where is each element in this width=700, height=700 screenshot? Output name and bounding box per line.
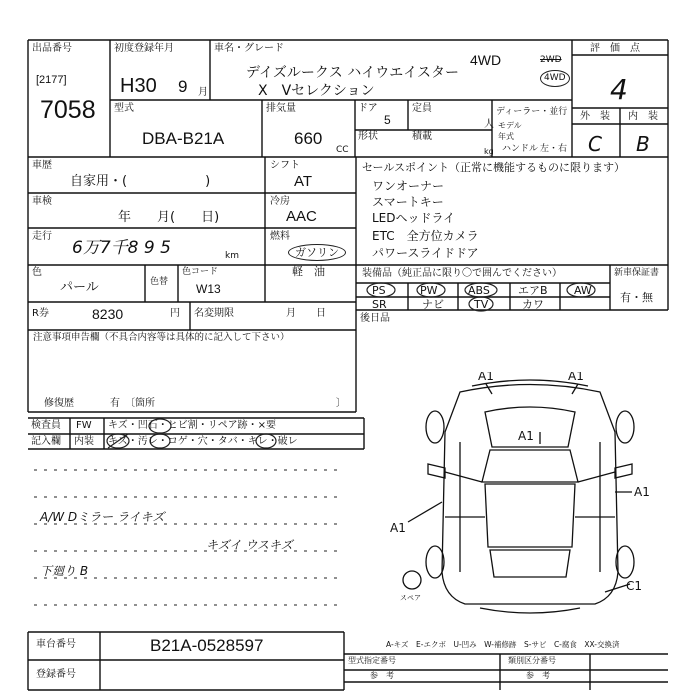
shift-label: シフト: [270, 160, 300, 171]
exterior-value: C: [588, 132, 602, 156]
reg-year: H30: [120, 75, 157, 97]
model-year-label-2: 年式: [498, 132, 514, 141]
shape-label: 形状: [358, 131, 378, 142]
mileage-value: 6万7千8 9 5: [72, 238, 171, 258]
reg-month-unit: 月: [198, 87, 208, 98]
reg-label: 初度登録年月: [114, 43, 174, 54]
record-label: 記入欄: [31, 436, 61, 447]
name-label: 車名・グレード: [214, 43, 284, 54]
drive-badge-4wd: 4WD: [540, 70, 570, 87]
doors-value: 5: [384, 113, 391, 127]
equipment-circles: [356, 282, 616, 312]
inspection-label: 車検: [32, 196, 52, 207]
fuel-value: ガソリン: [288, 244, 346, 261]
mark-rear-right: C1: [626, 579, 643, 593]
name-change-label: 名変期限: [194, 308, 234, 319]
selling-point-4: ETC 全方位カメラ: [372, 229, 479, 243]
score-value: 4: [610, 73, 628, 106]
equip-ps: PS: [372, 284, 386, 297]
selling-point-2: スマートキー: [372, 195, 444, 209]
fuel-label: 燃料: [270, 231, 290, 242]
inspection-marks: [104, 418, 364, 450]
equip-tv: TV: [474, 298, 489, 311]
mark-windshield: A1: [518, 429, 534, 443]
color-change-label: 色替: [150, 277, 169, 287]
new-car-warranty-value: 有・無: [620, 291, 653, 304]
handle-label: ハンドル: [502, 144, 539, 154]
equip-navi: ナビ: [422, 298, 444, 311]
car-damage-diagram: [390, 372, 670, 622]
model-value: DBA-B21A: [142, 129, 225, 148]
mileage-unit: km: [225, 251, 239, 261]
recycle-label: R券: [32, 308, 49, 319]
type-spec-label: 型式指定番号: [348, 656, 396, 665]
interior-value: B: [636, 132, 650, 156]
history-value: 自家用・( ): [70, 174, 211, 189]
equip-abs: ABS: [468, 284, 490, 297]
equip-aw: AW: [574, 284, 592, 297]
mark-front-right: A1: [568, 372, 584, 383]
category-label: 類別区分番号: [508, 656, 556, 665]
shift-value: AT: [294, 173, 313, 190]
fuel-alt: 軽 油: [292, 265, 325, 278]
selling-points-label: セールスポイント（正常に機能するものに限ります）: [362, 161, 626, 174]
load-label: 積載: [412, 131, 432, 142]
equip-sr: SR: [372, 298, 387, 311]
interior-label: 内 装: [628, 111, 658, 122]
car-name: デイズルークス ハイウエイスター: [246, 65, 460, 81]
lot-code: [2177]: [36, 74, 67, 86]
inspector-value: FW: [76, 420, 92, 431]
backside-label: 後日品: [360, 313, 390, 324]
color-code-value: W13: [196, 282, 221, 296]
aircon-label: 冷房: [270, 196, 290, 207]
selling-point-3: LEDヘッドライ: [372, 211, 456, 225]
model-label: 型式: [114, 103, 134, 114]
handwritten-note-2: キズイ ウスキズ: [206, 538, 293, 552]
aircon-value: AAC: [286, 208, 317, 225]
score-label: 評 価 点: [590, 43, 640, 54]
selling-point-1: ワンオーナー: [372, 179, 445, 193]
displacement-value: 660: [294, 129, 323, 148]
exterior-label: 外 装: [580, 111, 610, 122]
repair-label: 修復歴: [44, 398, 74, 409]
doors-label: ドア: [358, 103, 378, 114]
repair-close: 〕: [336, 398, 346, 409]
equip-leather: カワ: [522, 298, 544, 311]
repair-value: 有 〔箇所: [110, 398, 155, 409]
dealer-label: ディーラー・並行: [496, 107, 568, 117]
model-year-label-1: モデル: [498, 121, 522, 130]
type-spec-ref: 参 考: [370, 671, 394, 680]
interior-line: キズ・汚レ・コゲ・穴・タバ・キレ・破レ: [108, 436, 298, 447]
lot-label: 出品番号: [32, 43, 72, 54]
mark-front-left: A1: [478, 372, 494, 383]
displacement-label: 排気量: [266, 103, 296, 114]
mark-right-mirror: A1: [634, 485, 650, 499]
spare-label: スペア: [400, 594, 421, 602]
equip-pw: PW: [420, 284, 438, 297]
report-label: 注意事項申告欄（不具合内容等は具体的に記入して下さい）: [33, 332, 290, 343]
recycle-value: 8230: [92, 306, 124, 322]
chassis-value: B21A-0528597: [150, 636, 264, 655]
lot-number: 7058: [40, 96, 96, 124]
handwritten-note-3: 下廻り B: [40, 564, 89, 578]
handle-value: 左・右: [540, 144, 568, 154]
inspector-label: 検査員: [31, 420, 61, 431]
handwritten-note-1: A/W Dミラー ライキズ: [40, 510, 165, 524]
car-grade: X Vセレクション: [258, 83, 375, 99]
mileage-label: 走行: [32, 231, 52, 242]
equipment-label: 装備品（純正品に限り〇で囲んでください）: [362, 268, 562, 279]
registration-label: 登録番号: [36, 669, 76, 680]
displacement-unit: CC: [336, 145, 349, 155]
color-code-label: 色コード: [182, 267, 219, 277]
inspector-line: キズ・凹石・ヒビ割・リペア跡・×要: [108, 420, 276, 431]
drive-badge-2wd: 2WD: [540, 55, 562, 65]
category-ref: 参 考: [526, 671, 550, 680]
name-change-value: 月 日: [286, 308, 326, 319]
drive-type: 4WD: [470, 52, 502, 68]
capacity-label: 定員: [412, 103, 432, 114]
selling-point-5: パワースライドドア: [372, 246, 479, 260]
chassis-label: 車台番号: [36, 639, 76, 650]
mark-left-door: A1: [390, 521, 406, 535]
new-car-warranty-label: 新車保証書: [614, 268, 660, 278]
history-label: 車歴: [32, 160, 52, 171]
inspection-value: 年 月( 日): [118, 210, 220, 225]
capacity-unit: 人: [484, 119, 494, 130]
reg-month: 9: [178, 77, 188, 96]
interior-record-label: 内装: [74, 436, 94, 447]
equip-airbag: エアB: [518, 284, 548, 297]
load-unit: kg: [484, 147, 494, 156]
color-value: パール: [60, 280, 99, 295]
recycle-unit: 円: [170, 308, 180, 319]
damage-legend: A-キズ E-エクボ U-凹み W-補修跡 S-サビ C-腐食 XX-交換済: [386, 640, 620, 649]
color-label: 色: [32, 267, 42, 278]
